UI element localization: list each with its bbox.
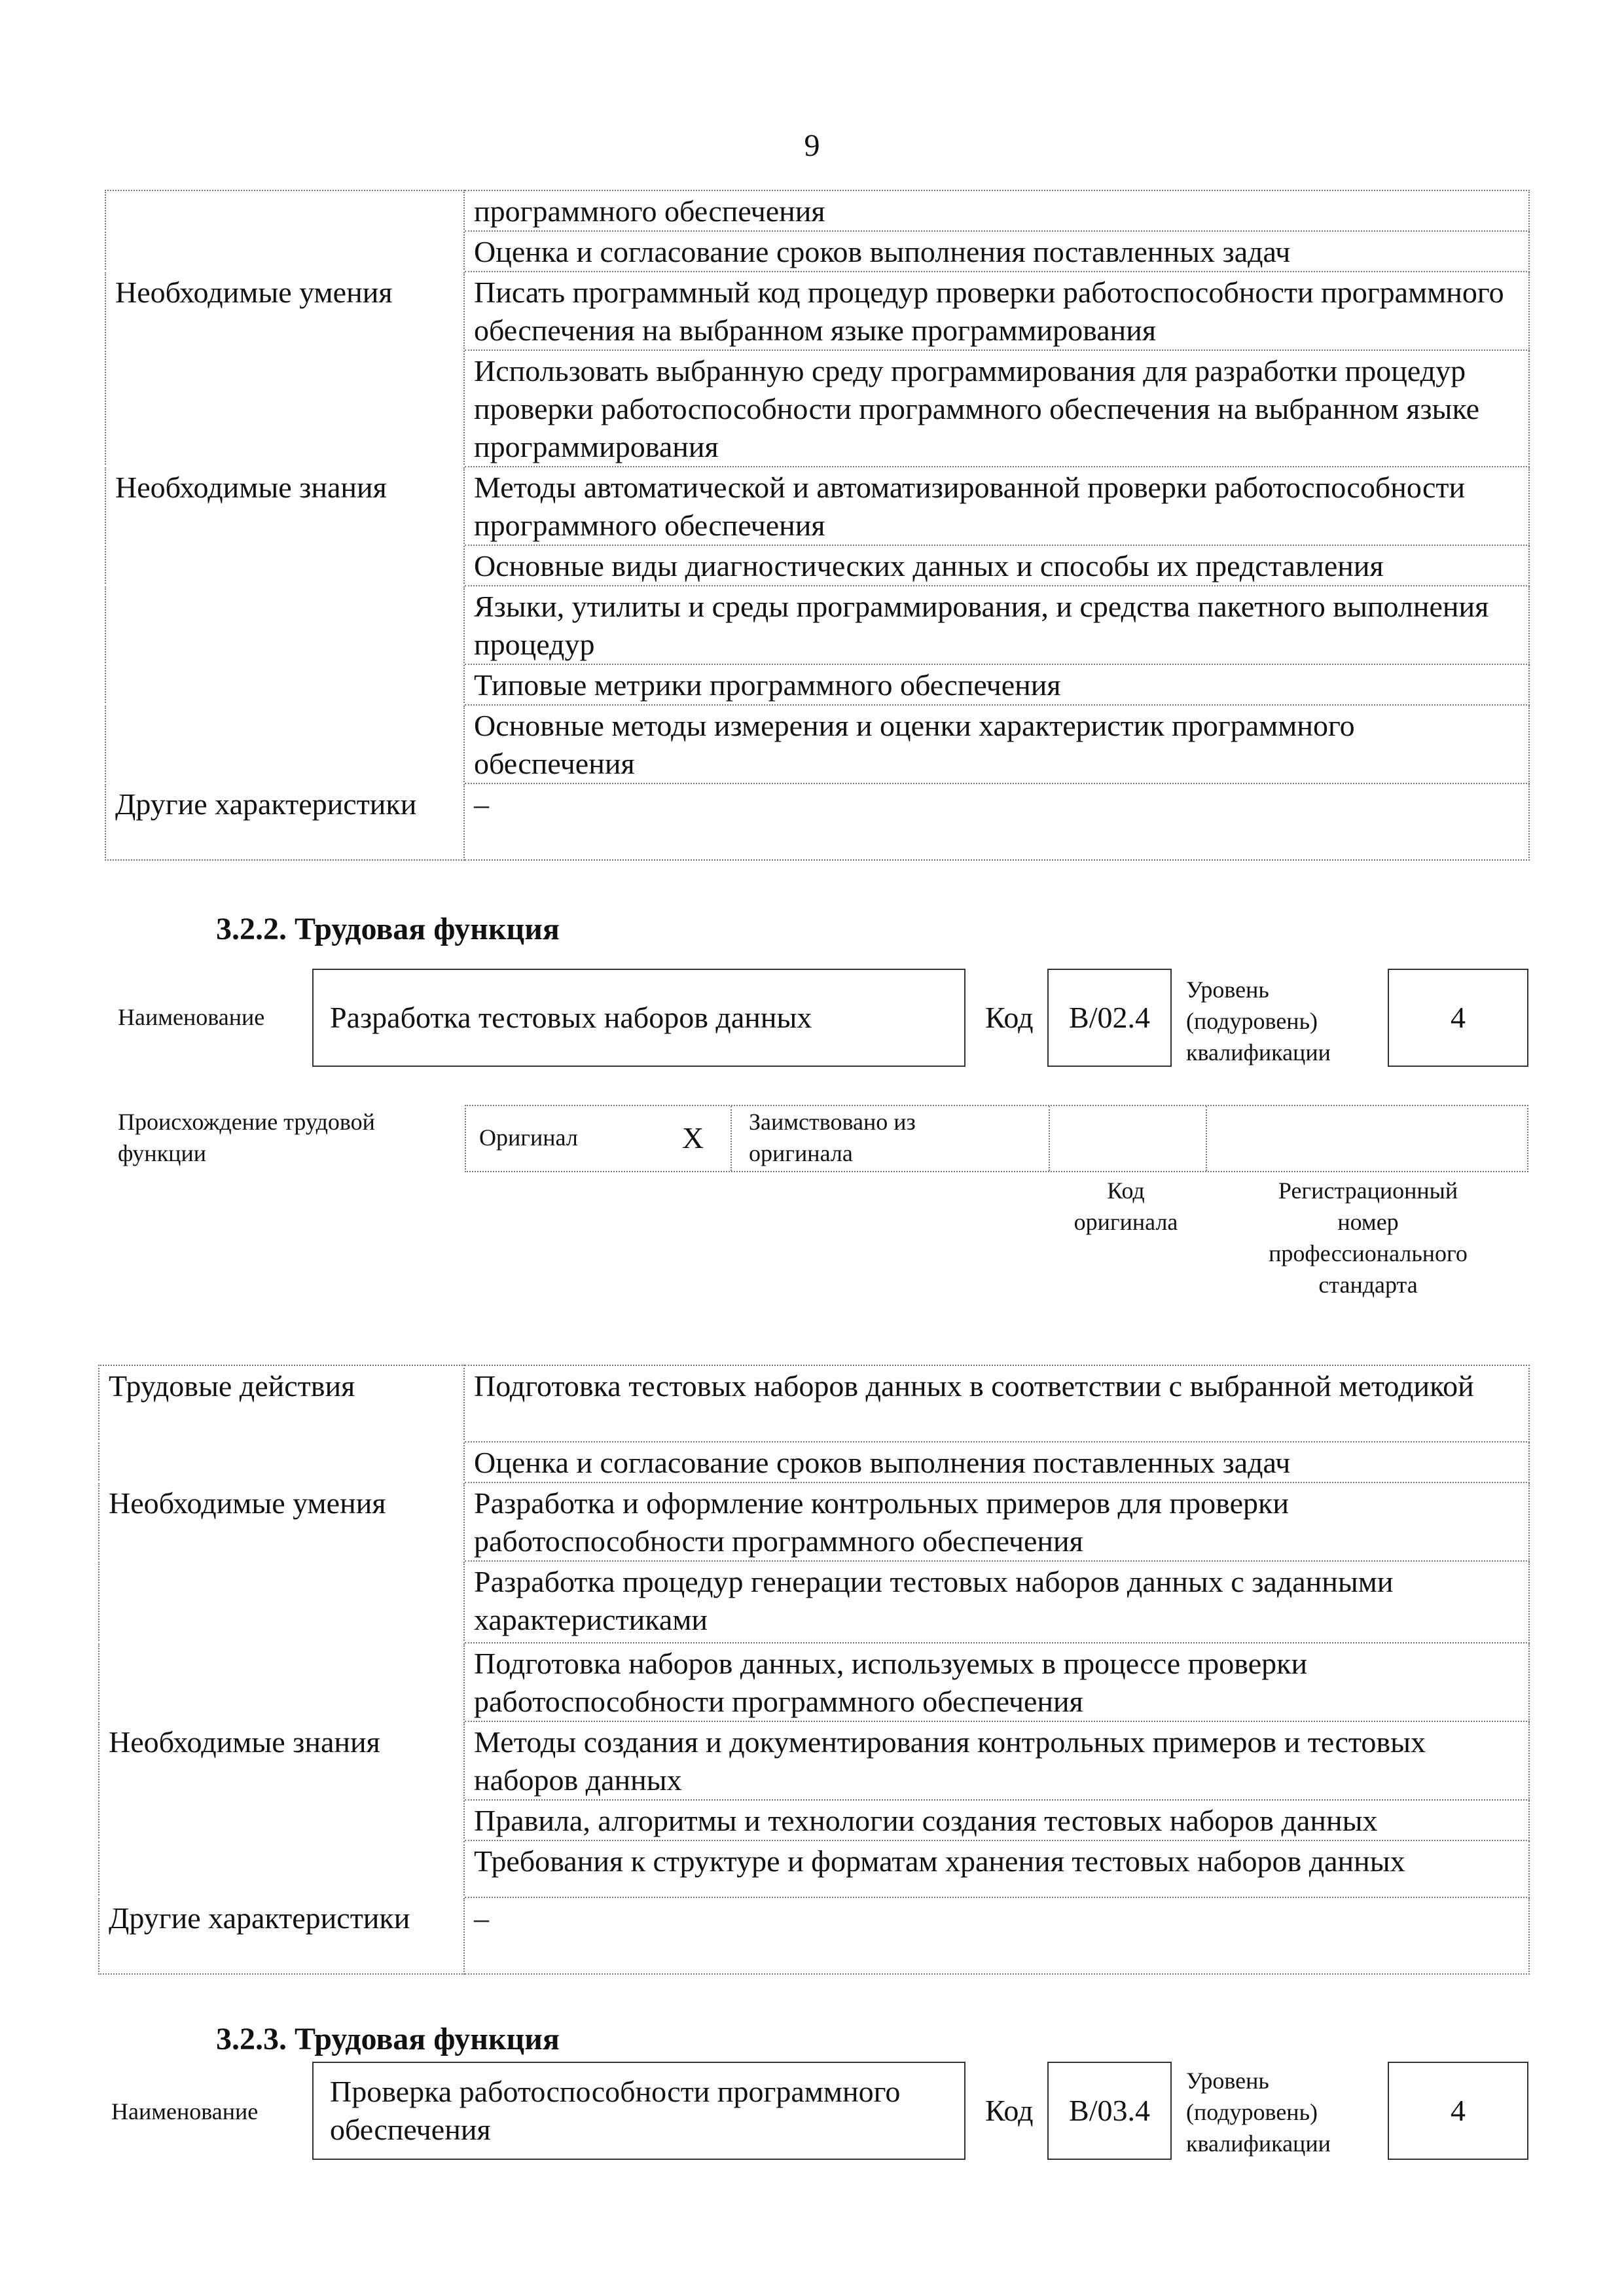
- table-cell: Использовать выбранную среду программирования для разработки процедур проверки работоспособности программного обеспечения на выбранном языке программирования: [464, 350, 1529, 467]
- code-label: Код: [985, 1001, 1034, 1034]
- skills-table-b02: [98, 1365, 1530, 1975]
- table-cell: Оценка и согласование сроков выполнения поставленных задач: [464, 1442, 1529, 1482]
- table-cell: Разработка и оформление контрольных примеров для проверки работоспособности программного обеспечения: [464, 1482, 1529, 1561]
- table-cell: –: [464, 783, 1529, 860]
- table-row: [105, 350, 1529, 467]
- origin-label: Происхождение трудовой функции: [118, 1109, 375, 1166]
- reg-number-caption: Регистрационный номер профессионального стандарта: [1269, 1177, 1468, 1298]
- original-label: Оригинал: [479, 1124, 578, 1151]
- row-label: [105, 190, 464, 231]
- level-box: [1388, 2062, 1528, 2160]
- level-value: 4: [1451, 2094, 1466, 2127]
- table-row: [105, 705, 1529, 783]
- row-label: Другие характеристики: [99, 1897, 464, 1974]
- table-row: [105, 231, 1529, 272]
- row-label: Необходимые знания: [105, 467, 464, 545]
- code-label: Код: [985, 2094, 1034, 2127]
- table-cell: Методы автоматической и автоматизированной проверки работоспособности программного обеспечения: [464, 467, 1529, 545]
- function-name-box: [312, 2062, 965, 2160]
- table-row: [99, 1482, 1529, 1561]
- table-cell: программного обеспечения: [464, 190, 1529, 231]
- code-box: [1047, 2062, 1172, 2160]
- table-cell: Оценка и согласование сроков выполнения поставленных задач: [464, 231, 1529, 272]
- table-cell: Методы создания и документирования контрольных примеров и тестовых наборов данных: [464, 1721, 1529, 1800]
- table-cell: Типовые метрики программного обеспечения: [464, 664, 1529, 705]
- table-cell: Основные виды диагностических данных и способы их представления: [464, 545, 1529, 586]
- level-value: 4: [1451, 1001, 1466, 1034]
- section-heading-322: 3.2.2. Трудовая функция: [216, 912, 560, 946]
- borrowed-label: Заимствовано из оригинала: [749, 1109, 916, 1166]
- table-cell: Разработка процедур генерации тестовых наборов данных с заданными характеристиками: [464, 1561, 1529, 1643]
- table-row: [105, 545, 1529, 586]
- table-row: [99, 1365, 1529, 1442]
- table-cell: Подготовка тестовых наборов данных в соответствии с выбранной методикой: [464, 1365, 1529, 1442]
- original-mark: X: [682, 1121, 704, 1155]
- origin-row: [465, 1105, 1528, 1172]
- table-cell: Языки, утилиты и среды программирования, и средства пакетного выполнения процедур: [464, 586, 1529, 664]
- table-row: [105, 586, 1529, 664]
- function-name: Разработка тестовых наборов данных: [330, 1001, 812, 1034]
- table-cell: Правила, алгоритмы и технологии создания тестовых наборов данных: [464, 1800, 1529, 1840]
- row-label: Необходимые умения: [99, 1482, 464, 1561]
- level-box: [1388, 969, 1528, 1067]
- table-row: [105, 467, 1529, 545]
- level-label: Уровень (подуровень) квалификации: [1186, 2068, 1331, 2157]
- table-cell: –: [464, 1897, 1529, 1974]
- table-cell: Подготовка наборов данных, используемых в процессе проверки работоспособности программного обеспечения: [464, 1643, 1529, 1721]
- table-row: [99, 1800, 1529, 1840]
- table-row: [105, 272, 1529, 350]
- row-label: Трудовые действия: [99, 1365, 464, 1442]
- row-label: Необходимые умения: [105, 272, 464, 350]
- table-cell: Основные методы измерения и оценки характеристик программного обеспечения: [464, 705, 1529, 783]
- level-label: Уровень (подуровень) квалификации: [1186, 977, 1331, 1066]
- table-row: [99, 1840, 1529, 1897]
- table-row: [99, 1561, 1529, 1643]
- skills-table-b01: [105, 190, 1530, 861]
- code-original-caption: Код оригинала: [1074, 1177, 1178, 1235]
- table-row: [105, 783, 1529, 860]
- code-box: [1047, 969, 1172, 1067]
- function-name-box: [312, 969, 965, 1067]
- table-row: [99, 1442, 1529, 1482]
- name-label: Наименование: [118, 1004, 265, 1030]
- code-value: B/03.4: [1069, 2094, 1150, 2127]
- table-row: [99, 1897, 1529, 1974]
- code-value: B/02.4: [1069, 1001, 1150, 1034]
- function-name: Проверка работоспособности программного обеспечения: [330, 2075, 901, 2146]
- table-row: [105, 190, 1529, 231]
- page-number: 9: [804, 128, 820, 163]
- row-label: Необходимые знания: [99, 1721, 464, 1800]
- row-label: Другие характеристики: [105, 783, 464, 860]
- section-heading-323: 3.2.3. Трудовая функция: [216, 2022, 560, 2056]
- table-cell: Требования к структуре и форматам хранения тестовых наборов данных: [464, 1840, 1529, 1897]
- table-cell: Писать программный код процедур проверки работоспособности программного обеспечения на выбранном языке программирования: [464, 272, 1529, 350]
- table-row: [99, 1721, 1529, 1800]
- name-label: Наименование: [111, 2098, 259, 2125]
- table-row: [105, 664, 1529, 705]
- table-row: [99, 1643, 1529, 1721]
